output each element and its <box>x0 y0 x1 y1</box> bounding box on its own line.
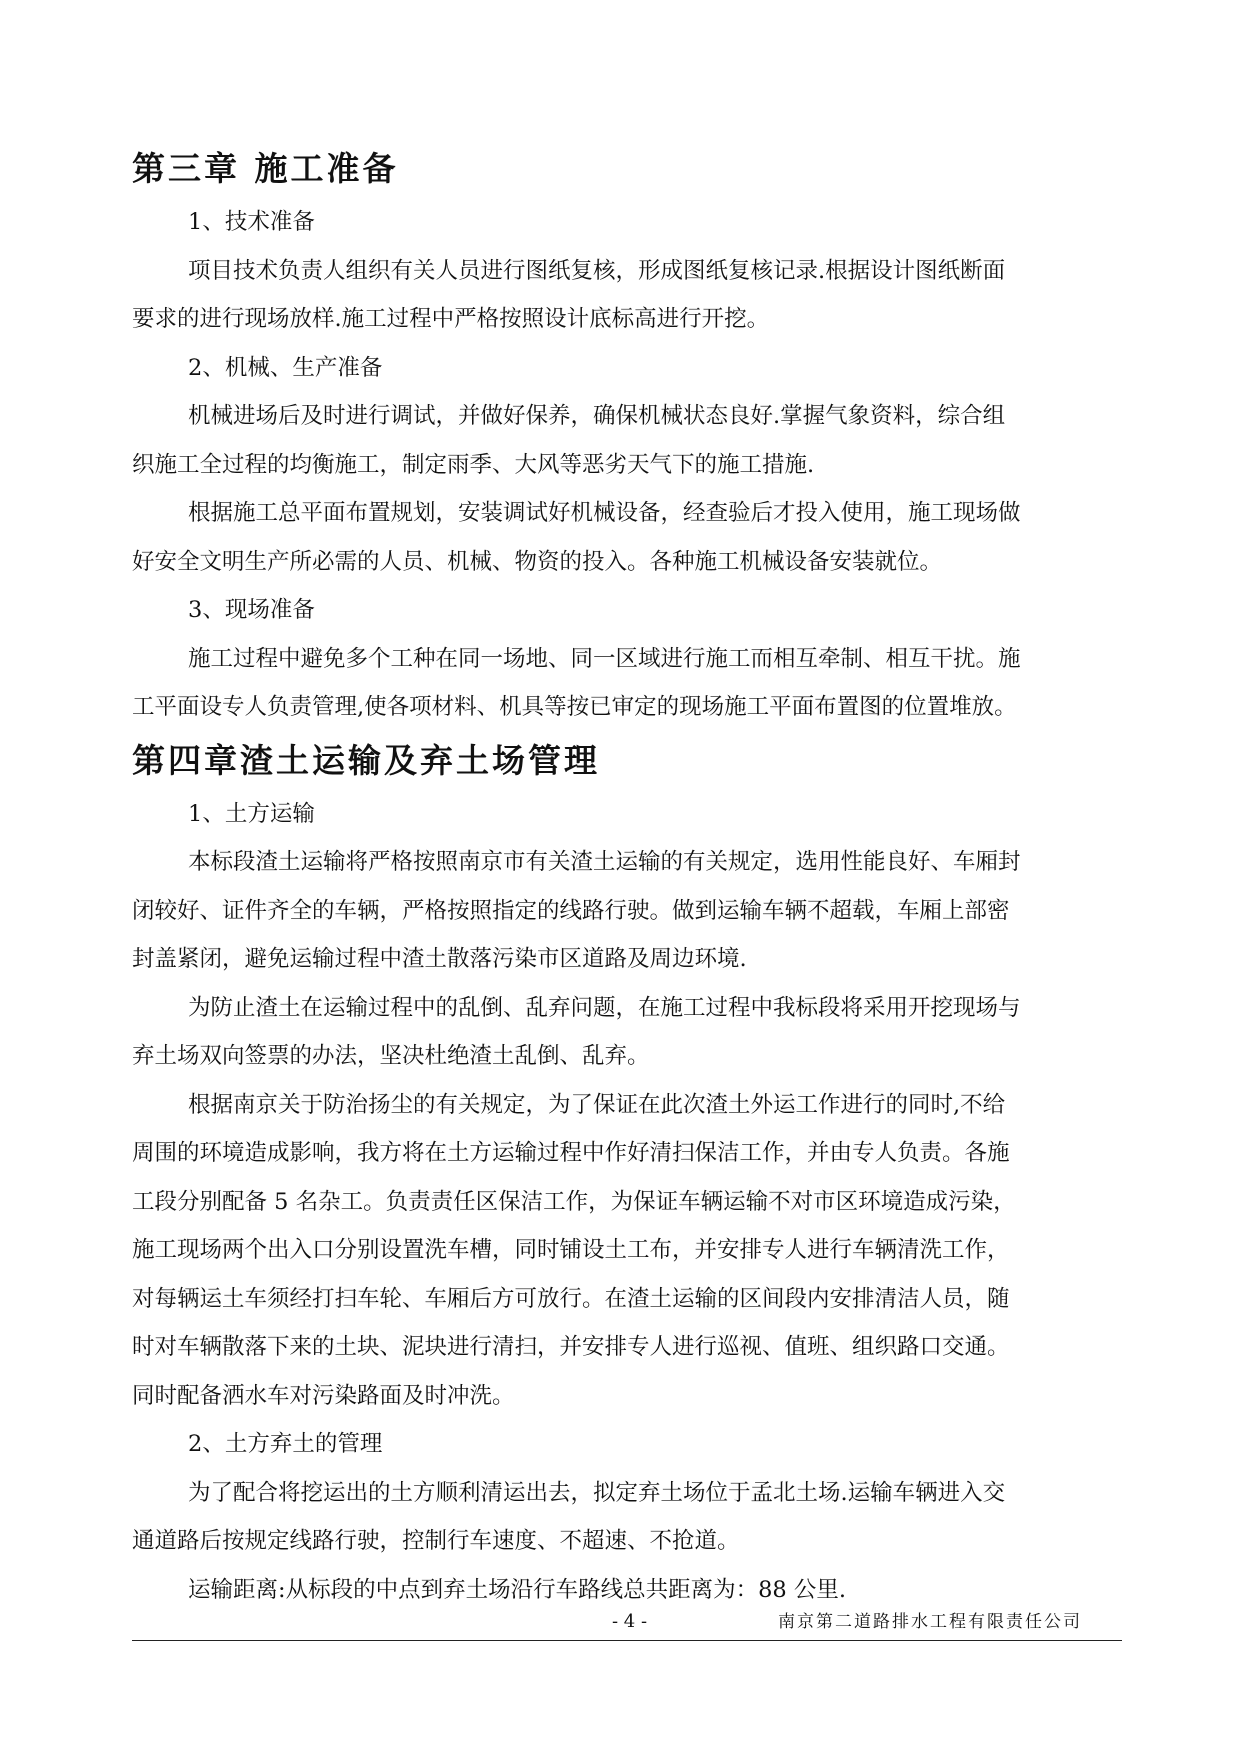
page-content <box>132 140 1112 1614</box>
chapter-3-title: 第三章 施工准备 <box>132 149 399 188</box>
paragraph-line: 为防止渣土在运输过程中的乱倒、乱弃问题，在施工过程中我标段将采用开挖现场与 <box>188 994 1021 1021</box>
paragraph-line: 弃土场双向签票的办法，坚决杜绝渣土乱倒、乱弃。 <box>132 1043 650 1069</box>
paragraph-line: 工平面设专人负责管理,使各项材料、机具等按已审定的现场施工平面布置图的位置堆放。 <box>132 694 1017 720</box>
section-heading-site-prep: 3、现场准备 <box>188 597 315 623</box>
paragraph-line: 封盖紧闭，避免运输过程中渣土散落污染市区道路及周边环境. <box>132 946 747 972</box>
paragraph-line: 本标段渣土运输将严格按照南京市有关渣土运输的有关规定，选用性能良好、车厢封 <box>188 849 1021 875</box>
paragraph-line: 时对车辆散落下来的土块、泥块进行清扫，并安排专人进行巡视、值班、组织路口交通。 <box>132 1334 1010 1360</box>
paragraph-line: 要求的进行现场放样.施工过程中严格按照设计底标高进行开挖。 <box>132 306 770 332</box>
footer-divider <box>132 1640 1122 1641</box>
section-heading-technical-prep: 1、技术准备 <box>188 209 315 235</box>
paragraph-line: 闭较好、证件齐全的车辆，严格按照指定的线路行驶。做到运输车辆不超载，车厢上部密 <box>132 897 1010 924</box>
paragraph-line: 同时配备洒水车对污染路面及时冲洗。 <box>132 1382 515 1409</box>
company-name: 南京第二道路排水工程有限责任公司 <box>778 1612 1082 1632</box>
paragraph-line: 施工现场两个出入口分别设置洗车槽，同时铺设土工布，并安排专人进行车辆清洗工作， <box>132 1237 1010 1263</box>
paragraph-line: 机械进场后及时进行调试，并做好保养，确保机械状态良好.掌握气象资料，综合组 <box>188 403 1006 429</box>
paragraph-line: 好安全文明生产所必需的人员、机械、物资的投入。各种施工机械设备安装就位。 <box>132 548 943 575</box>
page-footer <box>132 1608 1122 1648</box>
paragraph-line: 织施工全过程的均衡施工，制定雨季、大风等恶劣天气下的施工措施. <box>132 451 815 478</box>
section-heading-earth-transport: 1、土方运输 <box>188 800 315 827</box>
paragraph-line: 运输距离:从标段的中点到弃土场沿行车路线总共距离为：88 公里. <box>188 1576 847 1603</box>
paragraph-line: 项目技术负责人组织有关人员进行图纸复核，形成图纸复核记录.根据设计图纸断面 <box>188 257 1006 284</box>
paragraph-line: 为了配合将挖运出的土方顺利清运出去，拟定弃土场位于孟北土场.运输车辆进入交 <box>188 1479 1006 1506</box>
paragraph-line: 施工过程中避免多个工种在同一场地、同一区域进行施工而相互牵制、相互干扰。施 <box>188 645 1021 672</box>
paragraph-line: 对每辆运土车须经打扫车轮、车厢后方可放行。在渣土运输的区间段内安排清洁人员，随 <box>132 1285 1010 1312</box>
paragraph-line: 周围的环境造成影响，我方将在土方运输过程中作好清扫保洁工作，并由专人负责。各施 <box>132 1140 1010 1166</box>
chapter-4-title: 第四章渣土运输及弃土场管理 <box>132 740 600 780</box>
paragraph-line: 根据施工总平面布置规划，安装调试好机械设备，经查验后才投入使用，施工现场做 <box>188 500 1021 526</box>
section-heading-spoil-management: 2、土方弃土的管理 <box>188 1431 383 1457</box>
section-heading-machinery-prep: 2、机械、生产准备 <box>188 354 383 381</box>
paragraph-line: 通道路后按规定线路行驶，控制行车速度、不超速、不抢道。 <box>132 1528 740 1554</box>
page-number: - 4 - <box>612 1611 648 1632</box>
paragraph-line: 工段分别配备 5 名杂工。负责责任区保洁工作，为保证车辆运输不对市区环境造成污染， <box>132 1188 1016 1215</box>
paragraph-line: 根据南京关于防治扬尘的有关规定，为了保证在此次渣土外运工作进行的同时,不给 <box>188 1091 1006 1118</box>
